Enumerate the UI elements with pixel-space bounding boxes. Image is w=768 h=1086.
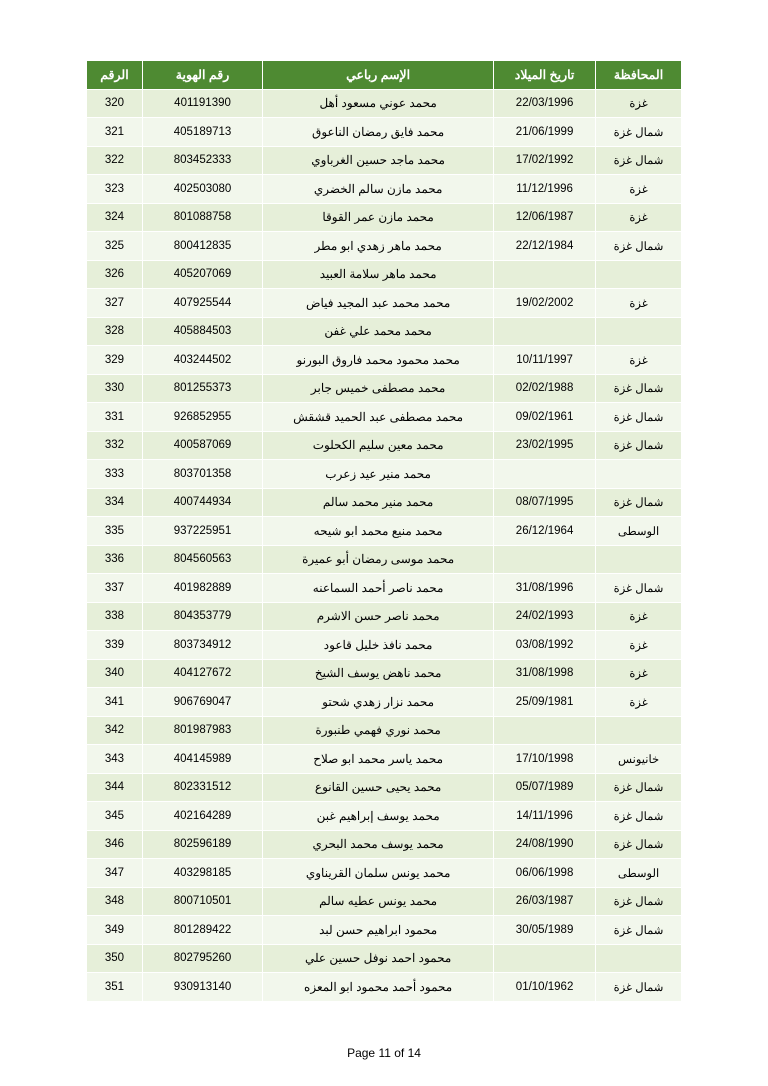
cell-name: محمد يوسف محمد البحري bbox=[263, 830, 494, 859]
cell-governorate: شمال غزة bbox=[596, 887, 682, 916]
cell-number: 330 bbox=[87, 374, 143, 403]
column-header-dob: تاريخ الميلاد bbox=[494, 61, 596, 90]
cell-number: 351 bbox=[87, 973, 143, 1002]
cell-number: 334 bbox=[87, 488, 143, 517]
cell-id: 906769047 bbox=[142, 688, 262, 717]
cell-name: محمد معين سليم الكحلوت bbox=[263, 431, 494, 460]
table-row bbox=[87, 745, 682, 774]
cell-dob: 05/07/1989 bbox=[494, 773, 596, 802]
cell-id: 802596189 bbox=[142, 830, 262, 859]
cell-number: 344 bbox=[87, 773, 143, 802]
cell-governorate: غزة bbox=[596, 289, 682, 318]
cell-name: محمد مازن عمر القوقا bbox=[263, 203, 494, 232]
cell-id: 403298185 bbox=[142, 859, 262, 888]
cell-id: 402164289 bbox=[142, 802, 262, 831]
table-row bbox=[87, 830, 682, 859]
table-row bbox=[87, 203, 682, 232]
cell-governorate bbox=[596, 716, 682, 745]
cell-governorate: شمال غزة bbox=[596, 146, 682, 175]
table-row bbox=[87, 118, 682, 147]
cell-governorate: شمال غزة bbox=[596, 232, 682, 261]
cell-number: 346 bbox=[87, 830, 143, 859]
table-header bbox=[87, 61, 682, 90]
cell-governorate: شمال غزة bbox=[596, 374, 682, 403]
cell-number: 327 bbox=[87, 289, 143, 318]
cell-id: 400744934 bbox=[142, 488, 262, 517]
cell-number: 322 bbox=[87, 146, 143, 175]
cell-governorate: شمال غزة bbox=[596, 488, 682, 517]
table-row bbox=[87, 317, 682, 346]
cell-dob: 30/05/1989 bbox=[494, 916, 596, 945]
cell-dob: 31/08/1996 bbox=[494, 574, 596, 603]
cell-dob: 31/08/1998 bbox=[494, 659, 596, 688]
cell-number: 331 bbox=[87, 403, 143, 432]
table-row bbox=[87, 374, 682, 403]
cell-number: 350 bbox=[87, 944, 143, 973]
cell-id: 404145989 bbox=[142, 745, 262, 774]
cell-id: 400587069 bbox=[142, 431, 262, 460]
cell-number: 321 bbox=[87, 118, 143, 147]
cell-name: محمد مصطفى خميس جابر bbox=[263, 374, 494, 403]
cell-number: 324 bbox=[87, 203, 143, 232]
cell-name: محمود احمد نوفل حسين علي bbox=[263, 944, 494, 973]
cell-id: 803701358 bbox=[142, 460, 262, 489]
cell-governorate: شمال غزة bbox=[596, 574, 682, 603]
cell-number: 320 bbox=[87, 89, 143, 118]
cell-name: محمد يحيى حسين القانوع bbox=[263, 773, 494, 802]
cell-id: 926852955 bbox=[142, 403, 262, 432]
cell-governorate: شمال غزة bbox=[596, 118, 682, 147]
cell-dob: 23/02/1995 bbox=[494, 431, 596, 460]
cell-governorate: شمال غزة bbox=[596, 973, 682, 1002]
cell-id: 405884503 bbox=[142, 317, 262, 346]
cell-governorate: غزة bbox=[596, 346, 682, 375]
cell-name: محمد منيع محمد ابو شيحه bbox=[263, 517, 494, 546]
cell-dob bbox=[494, 716, 596, 745]
cell-dob: 24/02/1993 bbox=[494, 602, 596, 631]
cell-name: محمد نزار زهدي شحتو bbox=[263, 688, 494, 717]
cell-id: 801289422 bbox=[142, 916, 262, 945]
cell-id: 405189713 bbox=[142, 118, 262, 147]
cell-governorate: غزة bbox=[596, 175, 682, 204]
cell-governorate: غزة bbox=[596, 89, 682, 118]
cell-dob: 06/06/1998 bbox=[494, 859, 596, 888]
table-row bbox=[87, 773, 682, 802]
cell-dob: 14/11/1996 bbox=[494, 802, 596, 831]
table-row bbox=[87, 574, 682, 603]
cell-dob bbox=[494, 317, 596, 346]
cell-name: محمد ماجد حسين الغرباوي bbox=[263, 146, 494, 175]
cell-name: محمود أحمد محمود ابو المعزه bbox=[263, 973, 494, 1002]
cell-id: 930913140 bbox=[142, 973, 262, 1002]
cell-id: 804560563 bbox=[142, 545, 262, 574]
cell-id: 803734912 bbox=[142, 631, 262, 660]
cell-governorate: غزة bbox=[596, 602, 682, 631]
cell-governorate: خانيونس bbox=[596, 745, 682, 774]
cell-number: 329 bbox=[87, 346, 143, 375]
cell-dob: 12/06/1987 bbox=[494, 203, 596, 232]
cell-number: 323 bbox=[87, 175, 143, 204]
table-row bbox=[87, 716, 682, 745]
table-row bbox=[87, 916, 682, 945]
column-header-governorate: المحافظة bbox=[596, 61, 682, 90]
cell-id: 404127672 bbox=[142, 659, 262, 688]
cell-name: محمد ياسر محمد ابو صلاح bbox=[263, 745, 494, 774]
cell-name: محمد يوسف إبراهيم غبن bbox=[263, 802, 494, 831]
cell-governorate bbox=[596, 545, 682, 574]
table-row bbox=[87, 260, 682, 289]
cell-dob: 22/12/1984 bbox=[494, 232, 596, 261]
cell-dob bbox=[494, 260, 596, 289]
cell-name: محمد نافذ خليل قاعود bbox=[263, 631, 494, 660]
cell-number: 345 bbox=[87, 802, 143, 831]
cell-dob: 11/12/1996 bbox=[494, 175, 596, 204]
table-row bbox=[87, 488, 682, 517]
table-header-row bbox=[87, 61, 682, 90]
cell-dob: 24/08/1990 bbox=[494, 830, 596, 859]
page-footer: Page 11 of 14 bbox=[347, 1046, 421, 1060]
cell-name: محمد محمد علي غفن bbox=[263, 317, 494, 346]
table-row bbox=[87, 89, 682, 118]
cell-name: محمد يونس عطيه سالم bbox=[263, 887, 494, 916]
cell-dob: 17/10/1998 bbox=[494, 745, 596, 774]
cell-dob: 10/11/1997 bbox=[494, 346, 596, 375]
cell-name: محمود ابراهيم حسن لبد bbox=[263, 916, 494, 945]
cell-number: 333 bbox=[87, 460, 143, 489]
table-row bbox=[87, 346, 682, 375]
cell-governorate: شمال غزة bbox=[596, 802, 682, 831]
cell-id: 407925544 bbox=[142, 289, 262, 318]
cell-number: 332 bbox=[87, 431, 143, 460]
cell-name: محمد ناصر حسن الاشرم bbox=[263, 602, 494, 631]
table-row bbox=[87, 602, 682, 631]
table-row bbox=[87, 232, 682, 261]
cell-name: محمد ناهض يوسف الشيخ bbox=[263, 659, 494, 688]
table-row bbox=[87, 631, 682, 660]
table-row bbox=[87, 688, 682, 717]
cell-number: 348 bbox=[87, 887, 143, 916]
cell-governorate: الوسطى bbox=[596, 859, 682, 888]
cell-dob bbox=[494, 460, 596, 489]
cell-dob: 22/03/1996 bbox=[494, 89, 596, 118]
cell-governorate: الوسطى bbox=[596, 517, 682, 546]
cell-governorate: غزة bbox=[596, 631, 682, 660]
cell-id: 800412835 bbox=[142, 232, 262, 261]
cell-name: محمد ناصر أحمد السماعنه bbox=[263, 574, 494, 603]
table-row bbox=[87, 175, 682, 204]
cell-id: 802795260 bbox=[142, 944, 262, 973]
cell-number: 337 bbox=[87, 574, 143, 603]
cell-dob: 25/09/1981 bbox=[494, 688, 596, 717]
cell-name: محمد محمد عبد المجيد فياض bbox=[263, 289, 494, 318]
column-header-number: الرقم bbox=[87, 61, 143, 90]
cell-governorate: غزة bbox=[596, 659, 682, 688]
table-row bbox=[87, 403, 682, 432]
cell-id: 401982889 bbox=[142, 574, 262, 603]
column-header-name: الإسم رباعي bbox=[263, 61, 494, 90]
table-row bbox=[87, 517, 682, 546]
cell-number: 347 bbox=[87, 859, 143, 888]
cell-id: 937225951 bbox=[142, 517, 262, 546]
cell-id: 800710501 bbox=[142, 887, 262, 916]
table-row bbox=[87, 973, 682, 1002]
cell-name: محمد منير عيد زعرب bbox=[263, 460, 494, 489]
table-row bbox=[87, 460, 682, 489]
cell-governorate: شمال غزة bbox=[596, 773, 682, 802]
cell-name: محمد فايق رمضان الناعوق bbox=[263, 118, 494, 147]
cell-number: 325 bbox=[87, 232, 143, 261]
cell-dob: 02/02/1988 bbox=[494, 374, 596, 403]
cell-governorate bbox=[596, 260, 682, 289]
cell-number: 341 bbox=[87, 688, 143, 717]
cell-name: محمد عوني مسعود أهل bbox=[263, 89, 494, 118]
cell-number: 343 bbox=[87, 745, 143, 774]
table-row bbox=[87, 289, 682, 318]
table-row bbox=[87, 431, 682, 460]
cell-name: محمد ماهر زهدي ابو مطر bbox=[263, 232, 494, 261]
cell-name: محمد مازن سالم الخضري bbox=[263, 175, 494, 204]
cell-governorate: شمال غزة bbox=[596, 830, 682, 859]
table-row bbox=[87, 802, 682, 831]
cell-id: 802331512 bbox=[142, 773, 262, 802]
table-row bbox=[87, 545, 682, 574]
cell-name: محمد موسى رمضان أبو عميرة bbox=[263, 545, 494, 574]
cell-dob bbox=[494, 944, 596, 973]
cell-id: 801987983 bbox=[142, 716, 262, 745]
table-body bbox=[87, 89, 682, 1001]
cell-name: محمد يونس سلمان القريناوي bbox=[263, 859, 494, 888]
cell-name: محمد محمود محمد فاروق البورنو bbox=[263, 346, 494, 375]
cell-name: محمد مصطفى عبد الحميد قشقش bbox=[263, 403, 494, 432]
column-header-id: رقم الهوية bbox=[142, 61, 262, 90]
cell-id: 801088758 bbox=[142, 203, 262, 232]
cell-number: 326 bbox=[87, 260, 143, 289]
cell-number: 336 bbox=[87, 545, 143, 574]
table-row bbox=[87, 944, 682, 973]
cell-id: 402503080 bbox=[142, 175, 262, 204]
cell-governorate bbox=[596, 317, 682, 346]
cell-dob: 17/02/1992 bbox=[494, 146, 596, 175]
cell-dob: 26/12/1964 bbox=[494, 517, 596, 546]
cell-number: 338 bbox=[87, 602, 143, 631]
cell-governorate bbox=[596, 944, 682, 973]
cell-id: 403244502 bbox=[142, 346, 262, 375]
cell-dob: 21/06/1999 bbox=[494, 118, 596, 147]
cell-name: محمد ماهر سلامة العبيد bbox=[263, 260, 494, 289]
cell-number: 342 bbox=[87, 716, 143, 745]
cell-number: 335 bbox=[87, 517, 143, 546]
cell-id: 804353779 bbox=[142, 602, 262, 631]
cell-governorate: شمال غزة bbox=[596, 431, 682, 460]
cell-id: 803452333 bbox=[142, 146, 262, 175]
cell-id: 405207069 bbox=[142, 260, 262, 289]
roster-table bbox=[86, 60, 682, 1002]
cell-number: 339 bbox=[87, 631, 143, 660]
table-row bbox=[87, 887, 682, 916]
cell-dob: 09/02/1961 bbox=[494, 403, 596, 432]
table-row bbox=[87, 146, 682, 175]
cell-number: 328 bbox=[87, 317, 143, 346]
cell-dob bbox=[494, 545, 596, 574]
cell-dob: 01/10/1962 bbox=[494, 973, 596, 1002]
cell-dob: 19/02/2002 bbox=[494, 289, 596, 318]
cell-governorate: غزة bbox=[596, 688, 682, 717]
cell-number: 340 bbox=[87, 659, 143, 688]
table-row bbox=[87, 659, 682, 688]
cell-number: 349 bbox=[87, 916, 143, 945]
cell-id: 801255373 bbox=[142, 374, 262, 403]
cell-dob: 08/07/1995 bbox=[494, 488, 596, 517]
table-row bbox=[87, 859, 682, 888]
cell-name: محمد منير محمد سالم bbox=[263, 488, 494, 517]
cell-governorate: شمال غزة bbox=[596, 403, 682, 432]
cell-governorate: شمال غزة bbox=[596, 916, 682, 945]
cell-governorate: غزة bbox=[596, 203, 682, 232]
cell-dob: 03/08/1992 bbox=[494, 631, 596, 660]
cell-dob: 26/03/1987 bbox=[494, 887, 596, 916]
cell-governorate bbox=[596, 460, 682, 489]
cell-name: محمد نوري فهمي طنبورة bbox=[263, 716, 494, 745]
cell-id: 401191390 bbox=[142, 89, 262, 118]
